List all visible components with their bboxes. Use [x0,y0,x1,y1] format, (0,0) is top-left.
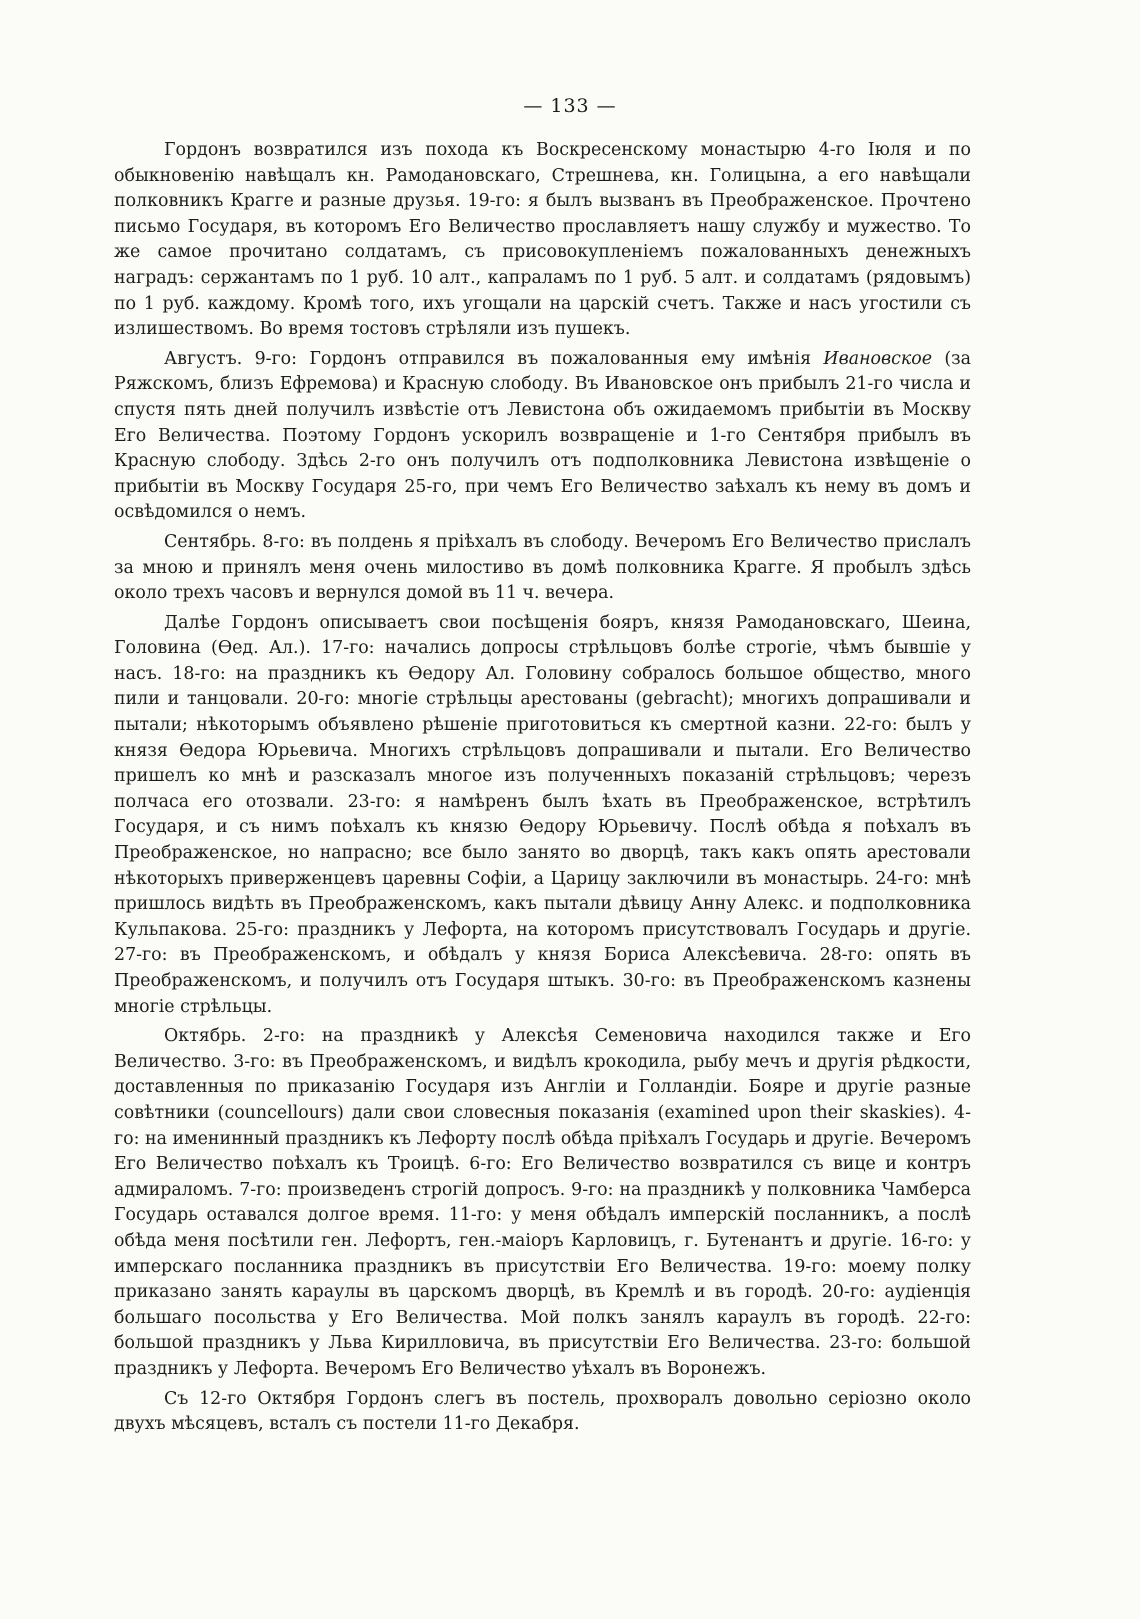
estate-name-italic: Ивановское [823,348,933,369]
paragraph-illness: Съ 12-го Октября Гордонъ слегъ въ постель, прохворалъ довольно серіозно около двухъ мѣсяцевъ, всталъ съ постели 11-го Декабря. [114,1388,971,1435]
paragraph-august-end: (за Ряжскомъ, близъ Ефремова) и Красную слободу. Въ Ивановское онъ прибылъ 21-го числа и спустя пять дней получилъ извѣстіе отъ Левистона объ ожидаемомъ прибытіи въ Москву Его Величества. Поэтому Гордонъ ускорилъ возвращеніе и 1-го Сентября прибылъ въ Красную слободу. Здѣсь 2-го онъ получилъ отъ подполковника Левистона извѣщеніе о прибытіи въ Москву Государя 25-го, при чемъ Его Величество заѣхалъ къ нему въ домъ и освѣдомился о немъ. [114,348,971,523]
paragraph-october: Октябрь. 2-го: на праздникѣ у Алексѣя Семеновича находился также и Его Величество. 3-го: въ Преображенскомъ, и видѣлъ крокодила, рыбу мечъ и другія рѣдкости, доставленныя по приказанію Государя изъ Англіи и Голландіи. Бояре и другіе разные совѣтники (councellours) дали свои словесныя показанія (examined upon their skaskies). 4-го: на именинный праздникъ къ Лефорту послѣ обѣда пріѣхалъ Государь и другіе. Вечеромъ Его Величество поѣхалъ къ Троицѣ. 6-го: Его Величество возвратился съ вице и контръ адмираломъ. 7-го: произведенъ строгій допросъ. 9-го: на праздникѣ у полковника Чамберса Государь оставался долгое время. 11-го: у меня обѣдалъ имперскій посланникъ, а послѣ обѣда меня посѣтили ген. Лефортъ, ген.-маіоръ Карловицъ, г. Бутенантъ и другіе. 16-го: у имперскаго посланника праздникъ въ присутствіи Его Величества. 19-го: моему полку приказано занять караулы въ царскомъ дворцѣ, въ Кремлѣ и въ городѣ. 20-го: аудіенція большаго посольства у Его Величества. Мой полкъ занялъ караулъ въ городѣ. 22-го: большой праздникъ у Льва Кирилловича, въ присутствіи Его Величества. 23-го: большой праздникъ у Лефорта. Вечеромъ Его Величество уѣхалъ въ Воронежъ. [114,1026,971,1379]
paragraph-july: Гордонъ возвратился изъ похода къ Воскресенскому монастырю 4-го Іюля и по обыкновенію навѣщалъ кн. Рамодановскаго, Стрешнева, кн. Голицына, а его навѣщали полковникъ Крагге и разные друзья. 19-го: я былъ вызванъ въ Преображенское. Прочтено письмо Государя, въ которомъ Его Величество прославляетъ нашу службу и мужество. То же самое прочитано солдатамъ, съ присовокупленіемъ пожалованныхъ денежныхъ наградъ: сержантамъ по 1 руб. 10 алт., капраламъ по 1 руб. 5 алт. и солдатамъ (рядовымъ) по 1 руб. каждому. Кромѣ того, ихъ угощали на царскій счетъ. Также и насъ угостили съ излишествомъ. Во время тостовъ стрѣляли изъ пушекъ. [114,140,971,340]
body-text [114,138,971,1442]
paragraph-visits: Далѣе Гордонъ описываетъ свои посѣщенія бояръ, князя Рамодановскаго, Шеина, Головина (Ѳед. Ал.). 17-го: начались допросы стрѣльцовъ болѣе строгіе, чѣмъ бывшіе у насъ. 18-го: на праздникъ къ Ѳедору Ал. Головину собралось большое общество, много пили и танцовали. 20-го: многіе стрѣльцы арестованы (gebracht); многихъ допрашивали и пытали; нѣкоторымъ объявлено рѣшеніе приготовиться къ смертной казни. 22-го: былъ у князя Ѳедора Юрьевича. Многихъ стрѣльцовъ допрашивали и пытали. Его Величество пришелъ ко мнѣ и разсказалъ многое изъ полученныхъ показаній стрѣльцовъ; черезъ полчаса его отозвали. 23-го: я намѣренъ былъ ѣхать въ Преображенское, встрѣтилъ Государя, и съ нимъ поѣхалъ къ князю Ѳедору Юрьевичу. Послѣ обѣда я поѣхалъ въ Преображенское, но напрасно; все было занято во дворцѣ, такъ какъ опять арестовали нѣкоторыхъ приверженцевъ царевны Софіи, а Царицу заключили въ монастырь. 24-го: мнѣ пришлось видѣть въ Преображенскомъ, какъ пытали дѣвицу Анну Алекс. и подполковника Кульпакова. 25-го: праздникъ у Лефорта, на которомъ присутствовалъ Государь и другіе. 27-го: въ Преображенскомъ, и обѣдалъ у князя Бориса Алексѣевича. 28-го: опять въ Преображенскомъ, и получилъ отъ Государя штыкъ. 30-го: въ Преображенскомъ казнены многіе стрѣльцы. [114,612,971,1017]
paragraph-august-start: Августъ. 9-го: Гордонъ отправился въ пожалованныя ему имѣнія [164,348,824,369]
page-number: — 133 — [523,95,617,117]
paragraph-august [114,347,971,526]
paragraph-september: Сентябрь. 8-го: въ полдень я пріѣхалъ въ слободу. Вечеромъ Его Величество прислалъ за мною и принялъ меня очень милостиво въ домѣ полковника Крагге. Я пробылъ здѣсь около трехъ часовъ и вернулся домой въ 11 ч. вечера. [114,531,971,604]
